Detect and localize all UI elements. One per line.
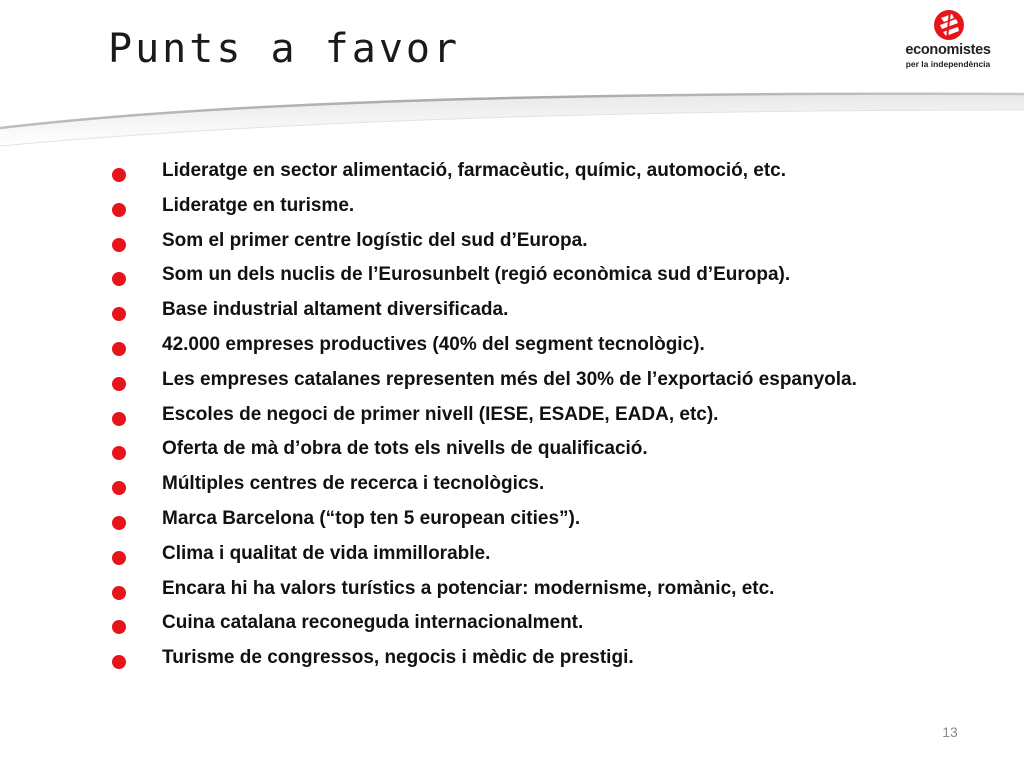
bullet-item — [112, 469, 545, 504]
bullet-item — [112, 539, 491, 574]
bullet-dot-icon — [112, 516, 126, 530]
bullet-item — [112, 295, 509, 330]
bullet-item — [112, 574, 775, 609]
bullet-text: Som el primer centre logístic del sud d’Europa. — [162, 229, 588, 251]
bullet-text: Clima i qualitat de vida immillorable. — [162, 542, 491, 564]
bullet-text: Som un dels nuclis de l’Eurosunbelt (regió econòmica sud d’Europa). — [162, 264, 791, 286]
bullet-text: Marca Barcelona (“top ten 5 european cities”). — [162, 507, 581, 529]
bullet-item — [112, 191, 355, 226]
bullet-item — [112, 365, 857, 400]
page-number: 13 — [942, 724, 958, 740]
bullet-dot-icon — [112, 446, 126, 460]
header-swoosh-divider — [0, 80, 1024, 160]
bullet-item — [112, 226, 588, 261]
bullet-dot-icon — [112, 307, 126, 321]
bullet-dot-icon — [112, 342, 126, 356]
bullet-dot-icon — [112, 238, 126, 252]
bullet-list — [112, 156, 857, 678]
bullet-text: Oferta de mà d’obra de tots els nivells de qualificació. — [162, 438, 648, 460]
bullet-item — [112, 643, 634, 678]
bullet-item — [112, 260, 791, 295]
bullet-item — [112, 330, 705, 365]
bullet-dot-icon — [112, 655, 126, 669]
bullet-item — [112, 156, 787, 191]
bullet-dot-icon — [112, 377, 126, 391]
bullet-dot-icon — [112, 586, 126, 600]
bullet-dot-icon — [112, 481, 126, 495]
bullet-item — [112, 504, 581, 539]
bullet-dot-icon — [112, 272, 126, 286]
bullet-text: Turisme de congressos, negocis i mèdic de prestigi. — [162, 647, 634, 669]
bullet-text: 42.000 empreses productives (40% del segment tecnològic). — [162, 333, 705, 355]
logo-tagline: per la independència — [905, 59, 991, 69]
bullet-text: Múltiples centres de recerca i tecnològics. — [162, 473, 545, 495]
bullet-item — [112, 434, 648, 469]
bullet-text: Encara hi ha valors turístics a potenciar: modernisme, romànic, etc. — [162, 577, 775, 599]
bullet-dot-icon — [112, 168, 126, 182]
bullet-dot-icon — [112, 412, 126, 426]
economistes-logo — [898, 8, 998, 72]
bullet-dot-icon — [112, 620, 126, 634]
bullet-text: Lideratge en turisme. — [162, 194, 355, 216]
bullet-text: Escoles de negoci de primer nivell (IESE, ESADE, EADA, etc). — [162, 403, 719, 425]
bullet-text: Les empreses catalanes representen més del 30% de l’exportació espanyola. — [162, 368, 857, 390]
bullet-text: Lideratge en sector alimentació, farmacèutic, químic, automoció, etc. — [162, 160, 787, 181]
bullet-item — [112, 608, 584, 643]
bullet-dot-icon — [112, 551, 126, 565]
slide-title: Punts a favor — [108, 26, 461, 72]
logo-wordmark: economistes — [905, 42, 991, 58]
bullet-item — [112, 400, 719, 435]
bullet-text: Base industrial altament diversificada. — [162, 299, 509, 321]
bullet-dot-icon — [112, 203, 126, 217]
economistes-logo-icon — [932, 8, 966, 42]
bullet-text: Cuina catalana reconeguda internacionalment. — [162, 612, 584, 634]
